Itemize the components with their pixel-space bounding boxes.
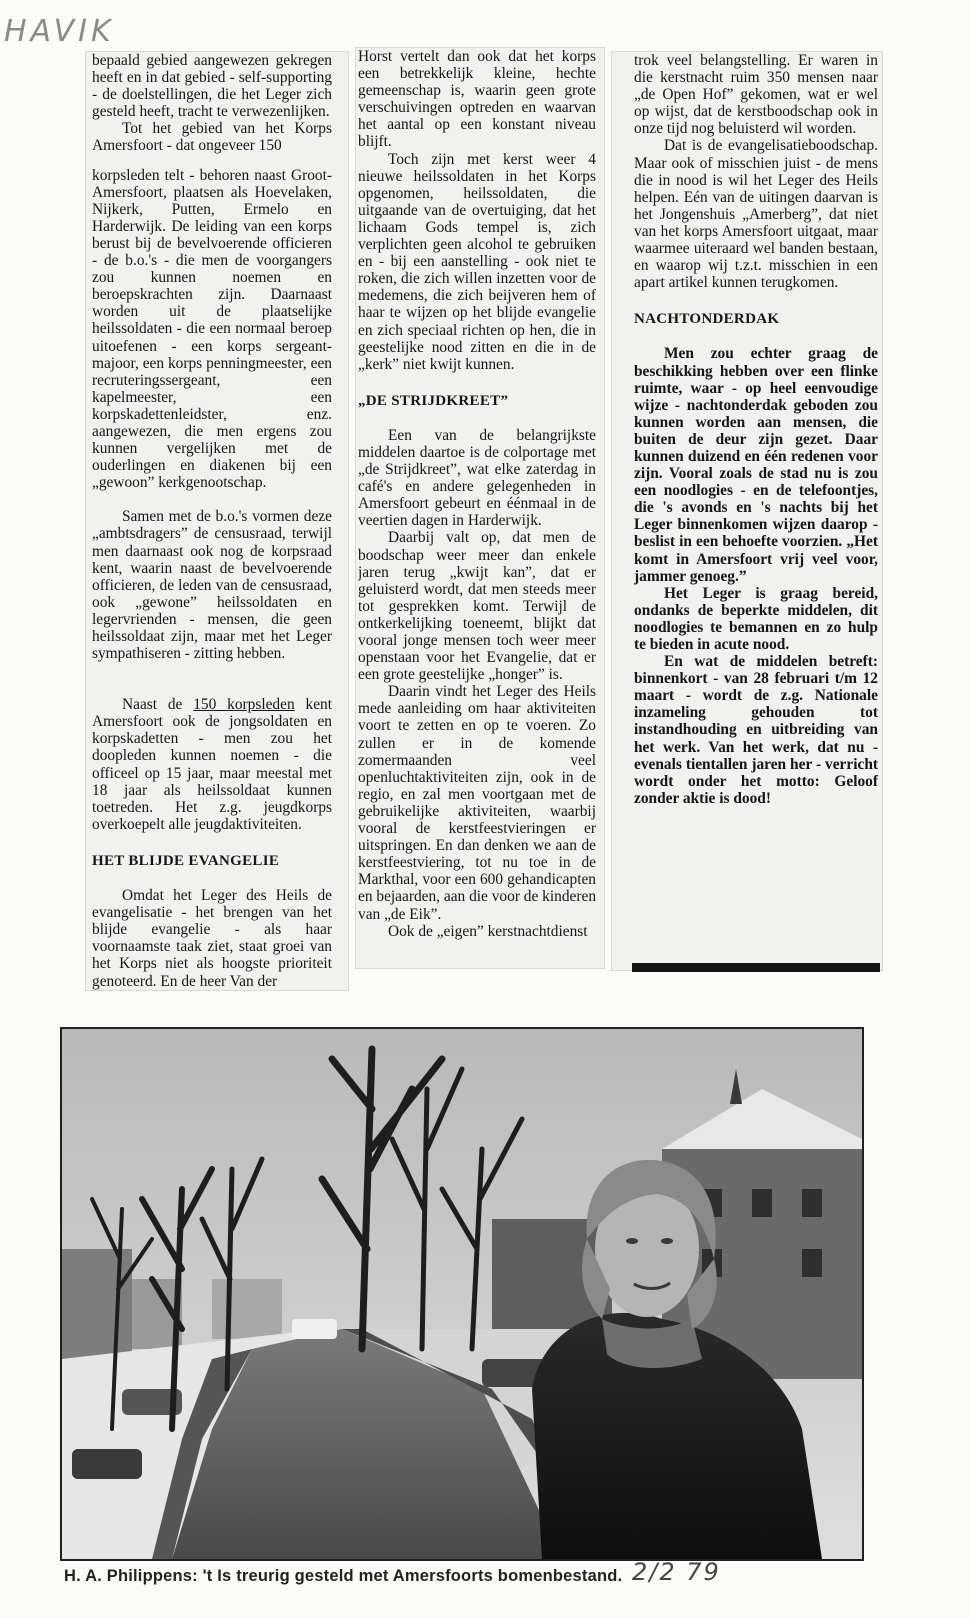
paragraph: Omdat het Leger des Heils de evangelisatie - het brengen van het blijde evangelie - als haar voornaamste taak ziet, staat groei van het Korps niet als hoogste prioriteit genoteerd. En de heer Van der <box>92 887 332 990</box>
handwritten-date: 2/2 79 <box>632 1558 721 1586</box>
section-heading: NACHTONDERDAK <box>634 311 780 328</box>
paragraph: Ook de „eigen” kerstnachtdienst <box>388 922 588 940</box>
paragraph: Men zou echter graag de beschikking hebben over een flinke ruimte, waar - op heel eenvoudige wijze - nachtonderdak geboden zou kunnen worden aan mensen, die buiten de deur zijn gezet. Daar kunnen duizend en één redenen voor zijn. Vooral zoals de stad nu is zou een noodlogies - en de telefoontjes, die 's avonds en 's nachts bij het Leger binnenkomen wijzen daarop - beslist in een behoefte voorzien. „Het komt in Amersfoort vrij veel voor, jammer genoeg.” <box>634 345 878 585</box>
photo-caption: H. A. Philippens: 't Is treurig gesteld met Amersfoorts bomenbestand. <box>64 1567 623 1585</box>
paragraph: Het Leger is graag bereid, ondanks de beperkte middelen, dit noodlogies te bemannen en zo hulp te bieden in acute nood. <box>634 584 878 653</box>
paragraph: Een van de belangrijkste middelen daartoe is de colportage met „de Strijdkreet”, wat elke zaterdag in café's en andere gelegenheden in Amersfoort gebeurt en éénmaal in de veertien dagen in Harderwijk. <box>358 426 596 530</box>
paragraph: Horst vertelt dan ook dat het korps een betrekkelijk kleine, hechte gemeenschap is, waarin geen grote verschuivingen optreden en waarvan het aantal op een konstant niveau blijft. <box>358 48 596 151</box>
section-heading: HET BLIJDE EVANGELIE <box>92 852 280 869</box>
paragraph: En wat de middelen betreft: binnenkort - van 28 februari t/m 12 maart - wordt de z.g. Nationale inzameling gehouden tot instandhouding en uitbreiding van het werk. Van het werk, dat nu - evenals tientallen jaren her - verricht wordt onder het motto: Geloof zonder aktie is dood! <box>634 653 878 807</box>
paragraph: Daarbij valt op, dat men de boodschap weer meer dan enkele jaren terug „kwijt kan”, dat er geluisterd wordt, dat men steeds meer tot gesprekken komt. Terwijl de ontkerkelijking toeneemt, blijkt dat vooral jonge mensen toch weer meer openstaan voor het Evangelie, dat er een grote geestelijke „honger” is. <box>358 529 596 684</box>
handwritten-annotation: HAVIK <box>4 14 115 49</box>
paragraph: Tot het gebied van het Korps Amersfoort - dat ongeveer 150 <box>92 120 332 155</box>
paragraph: Daarin vindt het Leger des Heils mede aanleiding om haar aktiviteiten voort te zetten en op te voeren. Zo zullen er in de komende zomermaanden veel openluchtaktiviteiten zijn, ook in de regio, en zal men voortgaan met de gebruikelijke aktiviteiten, waarbij vooral de kerstfeestvieringen er uitspringen. En dan denken we aan de kerstfeestviering, tot nu toe in de Markthal, voor een 600 gehandicapten en bejaarden, aan die voor de kinderen van „de Eik”. <box>358 683 596 923</box>
canal-photo-illustration <box>62 1029 862 1559</box>
paragraph: korpsleden telt - behoren naast Groot-Amersfoort, plaatsen als Hoevelaken, Nijkerk, Putten, Ermelo en Harderwijk. De leiding van een korps berust bij de bevelvoerende officieren - de b.o.'s - die men de voorgangers zou kunnen noemen en beroepskrachten zijn. Daarnaast worden uit de plaatselijke heilssoldaten - die een normaal beroep uitoefenen - een korps sergeant-majoor, een korps penningmeester, een recruteringssergeant, een kapelmeester, een korpskadettenleidster, enz. aangewezen, die men ergens zou kunnen vergelijken met de ouderlingen en diakenen bij een „gewoon” kerkgenootschap. <box>92 166 332 492</box>
news-photo <box>60 1027 864 1561</box>
article-column-2 <box>358 48 596 973</box>
paragraph: Toch zijn met kerst weer 4 nieuwe heilssoldaten in het Korps opgenomen, heilssoldaten, die uitgaande van de overtuiging, dat het lichaam Gods tempel is, zich verplichten geen alcohol te gebruiken en - bij een aanstelling - ook niet te roken, die zich willen inzetten voor de medemens, die zich beijveren hem of haar te wijzen op het blijde evangelie en zich speciaal richten op hen, die in geestelijke nood zitten en die in de „kerk” niet kwijt kunnen. <box>358 150 596 373</box>
column-end-rule <box>632 963 880 972</box>
paragraph: bepaald gebied aangewezen gekregen heeft en in dat gebied - self-supporting - de doelstellingen, die het Leger zich gesteld heeft, tracht te verwezenlijken. <box>92 52 332 121</box>
article-column-1 <box>92 52 332 992</box>
section-heading: „DE STRIJDKREET” <box>358 392 509 409</box>
article-column-3 <box>634 52 878 962</box>
paragraph: Naast de 150 korpsleden kent Amersfoort ook de jongsoldaten en korpskadetten - men zou het doopleden kunnen noemen - die officeel op 15 jaar, maar meestal met 18 jaar als heilssoldaat kunnen toetreden. Het z.g. jeugdkorps overkoepelt alle jeugdaktiviteiten. <box>92 696 332 833</box>
underlined-text: 150 korpsleden <box>193 696 295 714</box>
paragraph: Dat is de evangelisatieboodschap. Maar ook of misschien juist - de mens die in nood is wil het Leger des Heils helpen. Eén van de uitingen daarvan is het Jongenshuis „Amerberg”, dat niet van het korps Amersfoort uitgaat, maar waarmee uiteraard wel banden bestaan, en waarop wij t.z.t. misschien in een apart artikel kunnen terugkomen. <box>634 137 878 292</box>
paragraph: trok veel belangstelling. Er waren in die kerstnacht ruim 350 mensen naar „de Open Hof” gekomen, wat er wel op wijst, dat de kerstboodschap ook in onze tijd nog beluisterd wil worden. <box>634 52 878 138</box>
paragraph: Samen met de b.o.'s vormen deze „ambtsdragers” de censusraad, terwijl men daarnaast ook nog de korpsraad kent, waarin naast de bevelvoerende officieren, de leden van de censusraad, ook „gewone” heilssoldaten en legervrienden - mensen, die geen heilssoldaat zijn, maar met het Leger sympathiseren - zitting hebben. <box>92 508 332 663</box>
